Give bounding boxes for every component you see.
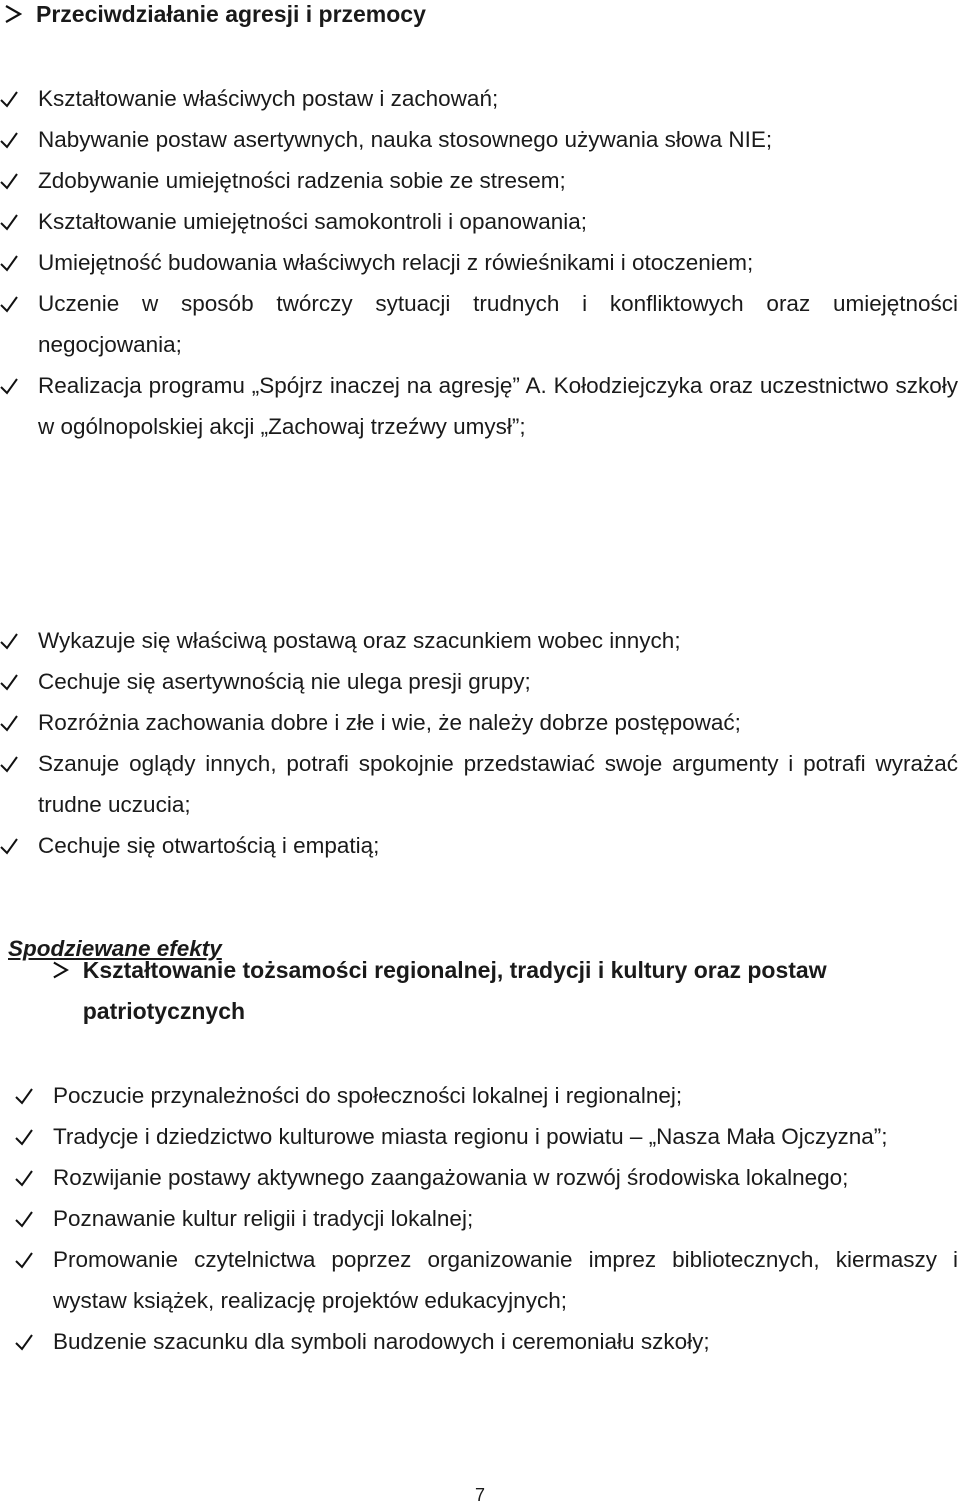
checkmark-icon: [0, 378, 18, 395]
list-item: Kształtowanie właściwych postaw i zachowań;: [0, 78, 958, 119]
checkmark-icon: [0, 756, 18, 773]
section-heading-text: Przeciwdziałanie agresji i przemocy: [36, 1, 426, 27]
list-item: Tradycje i dziedzictwo kulturowe miasta regionu i powiatu – „Nasza Mała Ojczyzna”;: [15, 1116, 958, 1157]
list-item: Realizacja programu „Spójrz inaczej na agresję” A. Kołodziejczyka oraz uczestnictwo szkoły w ogólnopolskiej akcji „Zachowaj trzeźwy umysł”;: [0, 365, 958, 447]
regional-identity-goals-list: [15, 1075, 958, 1362]
checkmark-icon: [15, 1252, 33, 1269]
section-heading-regional-identity: [52, 950, 932, 1032]
checkmark-icon: [0, 715, 18, 732]
checkmark-icon: [15, 1129, 33, 1146]
list-item: Poczucie przynależności do społeczności lokalnej i regionalnej;: [15, 1075, 958, 1116]
checkmark-icon: [0, 296, 18, 313]
checkmark-icon: [0, 91, 18, 108]
list-item: Wykazuje się właściwą postawą oraz szacunkiem wobec innych;: [0, 620, 958, 661]
checkmark-icon: [0, 255, 18, 272]
section-heading-text: Kształtowanie tożsamości regionalnej, tradycji i kultury oraz postaw patriotycznych: [82, 957, 827, 1024]
list-item: Poznawanie kultur religii i tradycji lokalnej;: [15, 1198, 958, 1239]
checkmark-icon: [0, 132, 18, 149]
list-item: Uczenie w sposób twórczy sytuacji trudnych i konfliktowych oraz umiejętności negocjowania;: [0, 283, 958, 365]
list-item: Cechuje się otwartością i empatią;: [0, 825, 958, 866]
aggression-goals-list: [0, 78, 958, 447]
list-item: Rozróżnia zachowania dobre i złe i wie, że należy dobrze postępować;: [0, 702, 958, 743]
checkmark-icon: [0, 838, 18, 855]
checkmark-icon: [0, 214, 18, 231]
list-item: Szanuje oglądy innych, potrafi spokojnie przedstawiać swoje argumenty i potrafi wyrażać trudne uczucia;: [0, 743, 958, 825]
checkmark-icon: [15, 1334, 33, 1351]
list-item: Nabywanie postaw asertywnych, nauka stosownego używania słowa NIE;: [0, 119, 958, 160]
checkmark-icon: [15, 1170, 33, 1187]
list-item: Promowanie czytelnictwa poprzez organizowanie imprez bibliotecznych, kiermaszy i wystaw książek, realizację projektów edukacyjnych;: [15, 1239, 958, 1321]
checkmark-icon: [0, 633, 18, 650]
arrow-bullet-icon: [52, 960, 69, 980]
list-item: Kształtowanie umiejętności samokontroli i opanowania;: [0, 201, 958, 242]
arrow-bullet-icon: [4, 4, 22, 24]
list-item: Budzenie szacunku dla symboli narodowych i ceremoniału szkoły;: [15, 1321, 958, 1362]
page-number: 7: [474, 1485, 485, 1505]
expected-effects-heading: Spodziewane efekty: [8, 936, 222, 961]
checkmark-icon: [0, 674, 18, 691]
list-item: Rozwijanie postawy aktywnego zaangażowania w rozwój środowiska lokalnego;: [15, 1157, 958, 1198]
list-item: Umiejętność budowania właściwych relacji z rówieśnikami i otoczeniem;: [0, 242, 958, 283]
checkmark-icon: [15, 1088, 33, 1105]
expected-effects-list: [0, 620, 958, 866]
list-item: Zdobywanie umiejętności radzenia sobie ze stresem;: [0, 160, 958, 201]
section-heading-aggression: [4, 0, 944, 35]
list-item: Cechuje się asertywnością nie ulega presji grupy;: [0, 661, 958, 702]
checkmark-icon: [0, 173, 18, 190]
checkmark-icon: [15, 1211, 33, 1228]
